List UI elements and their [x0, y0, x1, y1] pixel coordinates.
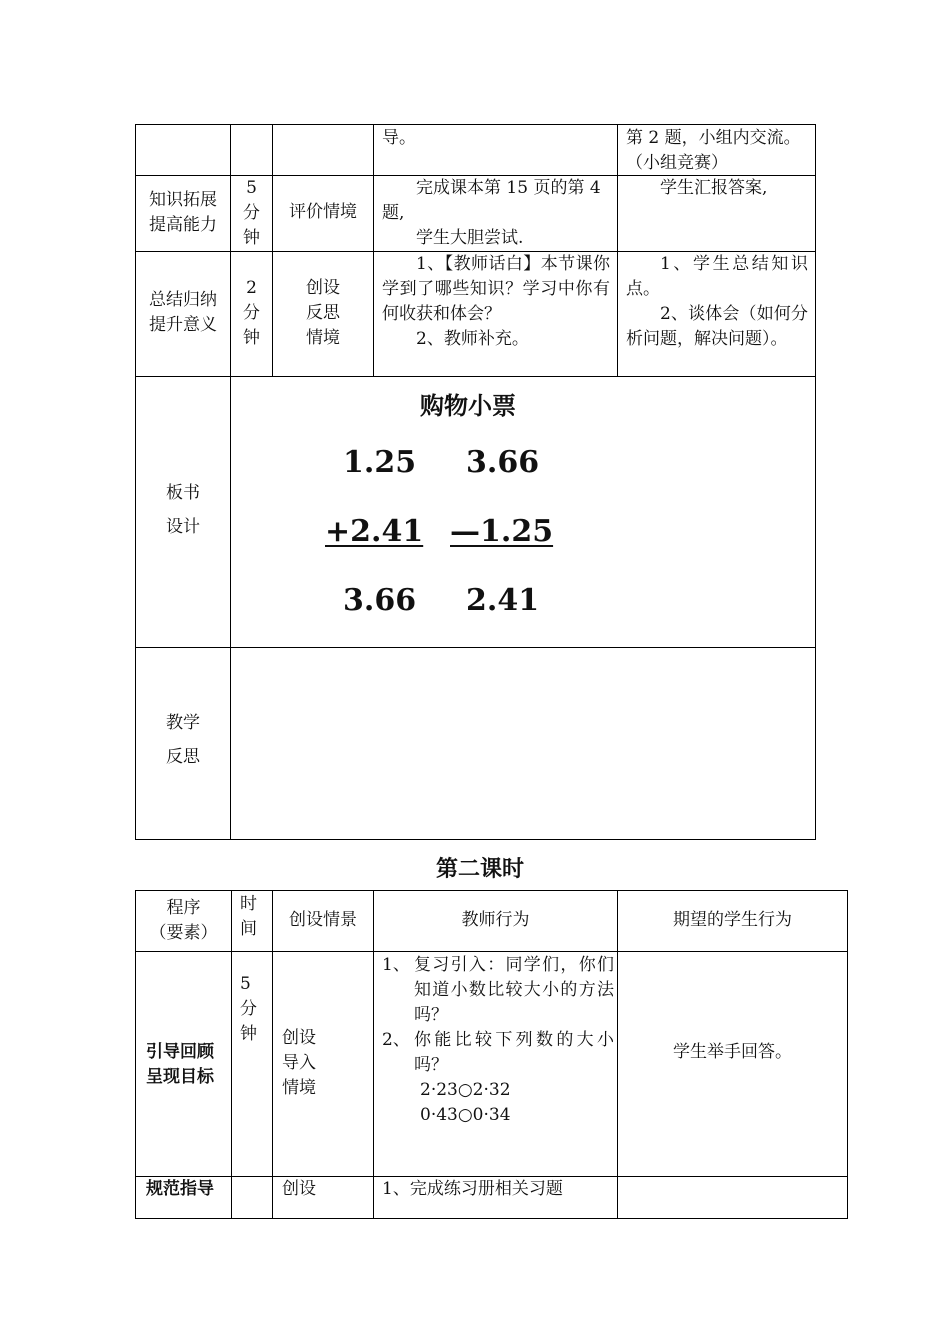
- summary-time-char: 2: [246, 278, 257, 298]
- lesson-2-title: 第二课时: [436, 856, 525, 882]
- summary-student-line2: 2、谈体会（如何分析问题，解决问题）。: [626, 304, 808, 349]
- extend-time-char: 5: [246, 178, 257, 198]
- reflection-label-line1: 教学: [166, 713, 200, 733]
- board-left-number: +2.41: [325, 514, 424, 549]
- summary-time-cell: [231, 276, 272, 351]
- header-time-line1: 时: [240, 894, 257, 914]
- guide-stage-text: 规范指导: [146, 1179, 214, 1199]
- extend-teacher-cell: [382, 176, 612, 251]
- summary-stage-line1: 总结归纳: [149, 290, 217, 310]
- table2-border-bottom: [135, 1218, 848, 1219]
- board-label-cell: [136, 476, 230, 544]
- guide-stage-cell: [146, 1177, 230, 1202]
- extend-stage-line1: 知识拓展: [149, 190, 217, 210]
- summary-stage-line2: 提升意义: [149, 315, 217, 335]
- header-situation: [273, 908, 373, 933]
- table2-col-divider: [373, 890, 374, 1219]
- guide-situation-cell: [282, 1177, 372, 1202]
- board-right-number: 2.41: [466, 583, 540, 618]
- review-teacher-item: [382, 953, 614, 1028]
- continued-teacher-cell: [382, 126, 610, 151]
- table2-border-top: [135, 890, 848, 891]
- table2-col-divider: [272, 890, 273, 1219]
- reflection-content-area[interactable]: [231, 648, 815, 839]
- header-student: [618, 908, 847, 933]
- guide-teacher-text: 1、完成练习册相关习题: [382, 1179, 563, 1199]
- summary-student-cell: [626, 252, 808, 352]
- header-time: [240, 892, 270, 942]
- summary-teacher-line2: 2、教师补充。: [416, 329, 529, 349]
- review-time-char: 钟: [240, 1024, 257, 1044]
- review-situation-line: 情境: [282, 1078, 316, 1098]
- extend-student-text: 学生汇报答案,: [660, 178, 768, 198]
- guide-situation-text: 创设: [282, 1179, 316, 1199]
- review-teacher-item-number: 2、: [382, 1030, 410, 1050]
- extend-teacher-line2: 学生大胆尝试.: [416, 228, 524, 248]
- review-situation-line: 创设: [282, 1028, 316, 1048]
- board-label-line1: 板书: [166, 483, 200, 503]
- extend-time-char: 分: [243, 203, 260, 223]
- summary-situation-line: 情境: [306, 328, 340, 348]
- review-stage-line2: 呈现目标: [146, 1067, 214, 1087]
- summary-situation-line: 创设: [306, 278, 340, 298]
- table2-border-right: [847, 890, 848, 1219]
- review-teacher-item: [382, 1028, 614, 1078]
- review-compare-2: 0·43○0·34: [420, 1105, 511, 1125]
- review-time-cell: [240, 972, 270, 1047]
- header-teacher: [374, 908, 617, 933]
- reflection-label-cell: [136, 706, 230, 774]
- review-stage-cell: [146, 1040, 230, 1090]
- extend-time-cell: [231, 176, 272, 251]
- board-left-number: 3.66: [343, 583, 417, 618]
- review-student-cell: [618, 1040, 847, 1065]
- header-program-line2: （要素）: [149, 923, 218, 943]
- review-student-text: 学生举手回答。: [673, 1042, 792, 1062]
- board-title: 购物小票: [420, 391, 516, 420]
- header-teacher-text: 教师行为: [461, 910, 530, 930]
- continued-student-line1: 第 2 题，小组内交流。: [626, 128, 801, 148]
- continued-student-cell: [626, 126, 812, 176]
- summary-stage-cell: [136, 288, 230, 338]
- review-time-char: 5: [240, 974, 251, 994]
- extend-teacher-line1: 完成课本第 15 页的第 4 题,: [382, 178, 601, 223]
- table1-border-right: [815, 124, 816, 840]
- review-time-char: 分: [240, 999, 257, 1019]
- table1-row-divider: [135, 376, 816, 377]
- table1-border-top: [135, 124, 816, 125]
- table2-row-divider: [135, 951, 848, 952]
- review-compare-1: 2·23○2·32: [420, 1080, 511, 1100]
- extend-situation-text: 评价情境: [289, 202, 357, 222]
- header-program: [136, 896, 231, 946]
- board-label-line2: 设计: [166, 517, 200, 537]
- board-right-number: 3.66: [466, 445, 540, 480]
- table1-col-divider: [373, 124, 374, 376]
- summary-student-line1: 1、学生总结知识点。: [626, 254, 808, 299]
- board-right-number: —1.25: [450, 514, 554, 549]
- reflection-label-line2: 反思: [166, 747, 200, 767]
- review-situation-cell: [282, 1026, 372, 1101]
- continued-student-line2: （小组竞赛）: [626, 153, 728, 173]
- extend-situation-cell: [273, 200, 373, 225]
- header-program-line1: 程序: [166, 898, 201, 918]
- header-student-text: 期望的学生行为: [673, 910, 792, 930]
- extend-student-cell: [626, 176, 812, 201]
- header-situation-text: 创设情景: [289, 910, 357, 930]
- review-stage-line1: 引导回顾: [146, 1042, 214, 1062]
- extend-stage-line2: 提高能力: [149, 215, 217, 235]
- header-time-line2: 间: [240, 919, 257, 939]
- summary-situation-cell: [273, 276, 373, 351]
- summary-situation-line: 反思: [306, 303, 340, 323]
- summary-teacher-line1: 1、【教师话白】本节课你学到了哪些知识？学习中你有何收获和体会？: [382, 254, 610, 324]
- review-teacher-item-text: 你能比较下列数的大小吗？: [414, 1030, 614, 1075]
- review-teacher-item-text: 复习引入：同学们，你们知道小数比较大小的方法吗？: [414, 955, 614, 1025]
- review-teacher-item-number: 1、: [382, 955, 410, 975]
- guide-teacher-cell: [382, 1177, 614, 1202]
- summary-time-char: 分: [243, 303, 260, 323]
- table1-col-divider: [617, 124, 618, 376]
- review-situation-line: 导入: [282, 1053, 316, 1073]
- extend-stage-cell: [136, 188, 230, 238]
- extend-time-char: 钟: [243, 228, 260, 248]
- continued-teacher-text: 导。: [382, 128, 416, 148]
- review-teacher-cell: [382, 953, 614, 1128]
- summary-teacher-cell: [382, 252, 610, 352]
- table1-border-bottom: [135, 839, 816, 840]
- summary-time-char: 钟: [243, 328, 260, 348]
- table2-col-divider: [231, 890, 232, 1219]
- board-left-number: 1.25: [343, 445, 417, 480]
